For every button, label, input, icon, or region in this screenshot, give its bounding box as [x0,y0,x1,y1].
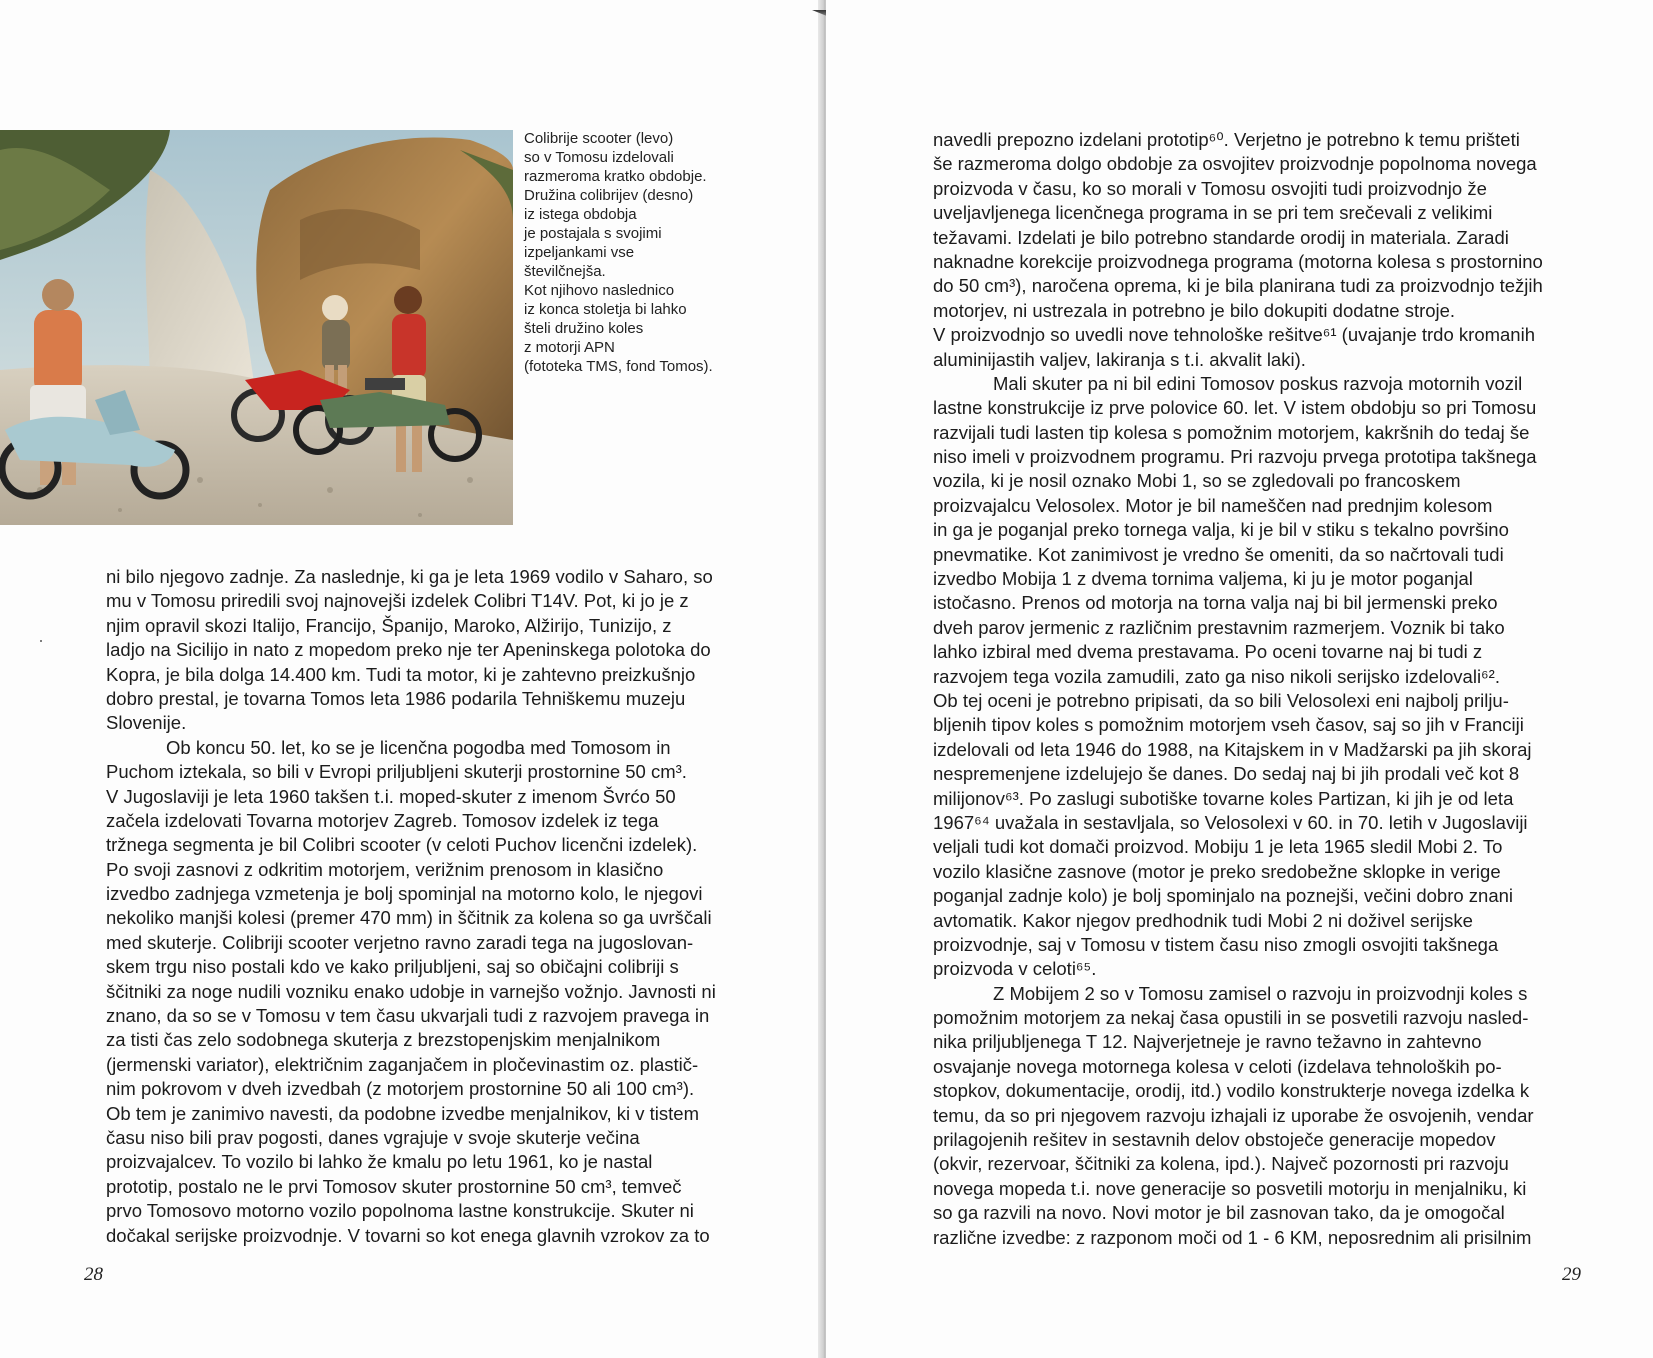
text-line: Ob tem je zanimivo navesti, da podobne izvedbe menjalnikov, ki v tistem [106,1102,699,1124]
caption-line: izpeljankami vse [524,244,635,261]
caption-line: Colibrije scooter (levo) [524,130,674,147]
text-line: proizvajalcu Velosolex. Motor je bil nameščen nad prednjim kolesom [933,494,1493,516]
text-line: niso imeli v proizvodnem programu. Pri razvoju prvega prototipa takšnega [933,446,1537,468]
text-line: njim opravil skozi Italijo, Francijo, Španijo, Maroko, Alžirijo, Tunizijo, z [106,614,672,636]
caption-line: številčnejša. [524,263,606,280]
text-line: izdelovali od leta 1946 do 1988, na Kitajskem in v Madžarski pa jih skoraj [933,738,1532,760]
text-line: navedli prepozno izdelani prototip⁶⁰. Verjetno je potrebno k temu prišteti [933,129,1520,150]
text-line: Ob koncu 50. let, ko se je licenčna pogodba med Tomosom in [166,736,671,758]
text-line: veljali tudi kot domači proizvod. Mobiju 1 je leta 1965 sledil Mobi 2. To [933,836,1503,858]
text-line: začela izdelovati Tovarna motorjev Zagreb. Tomosov izdelek iz tega [106,809,659,831]
text-line: pomožnim motorjem za nekaj časa opustili in se posvetili razvoju nasled- [933,1007,1529,1029]
text-line: in ga je poganjal preko tornega valja, ki je bil v stiku s tekalno površino [933,519,1509,541]
right-page [826,0,1653,1358]
text-line: prilagojenih rešitev in sestavnih delov obstoječe generacije mopedov [933,1129,1496,1151]
text-line: (okvir, rezervoar, ščitniki za kolena, ipd.). Največ pozornosti pri razvoju [933,1153,1509,1175]
text-line: proizvajalcev. To vozilo bi lahko že kmalu po letu 1961, ko je nastal [106,1151,653,1173]
caption-line: šteli družino koles [524,320,644,337]
text-line: stopkov, dokumentacije, orodij, itd.) vodilo konstrukterje novega izdelka k [933,1080,1530,1102]
text-line: razvojem tega vozila zamudili, zato ga niso nikoli serijsko izdelovali⁶². [933,665,1500,687]
text-line: vozilo klasične zasnove (motor je preko sredobežne sklopke in verige [933,860,1501,882]
caption-line: (fototeka TMS, fond Tomos). [524,358,713,375]
text-line: V proizvodnjo so uvedli nove tehnološke rešitve⁶¹ (uvajanje trdo kromanih [933,324,1535,346]
photo-illustration [0,130,513,525]
text-line: ni bilo njegovo zadnje. Za naslednje, ki ga je leta 1969 vodilo v Saharo, so [106,566,713,587]
text-line: lahko izbiral med dvema prestavama. Po oceni tovarne naj bi tudi z [933,641,1483,663]
caption-line: Družina colibrijev (desno) [524,187,694,204]
text-line: do 50 cm³), naročena oprema, ki je bila planirana tudi za proizvodnjo težjih [933,275,1543,297]
photo-caption [524,129,749,376]
text-line: proizvodnje, saj v Tomosu v tistem času niso zmogli osvojiti takšnega [933,933,1499,955]
text-line: ščitniki za noge nudili vozniku enako udobje in varnejšo vožnjo. Javnosti ni [106,980,716,1002]
right-body-text [933,128,1573,1250]
text-line: temu, da so pri njegovem razvoju izhajali iz uporabe že osvojenih, vendar [933,1104,1534,1126]
text-line: motorjev, ni ustrezala in potrebno je bilo dokupiti dodatne stroje. [933,299,1456,321]
text-line: avtomatik. Kakor njegov predhodnik tudi Mobi 2 ni doživel serijske [933,909,1473,931]
text-line: izvedbo Mobija 1 z dvema tornima valjema, ki ju je motor poganjal [933,568,1473,590]
text-line: lastne konstrukcije iz prve polovice 60. let. V istem obdobju so pri Tomosu [933,397,1537,419]
text-line: so ga razvili na novo. Novi motor je bil zasnovan tako, da je omogočal [933,1202,1505,1224]
text-line: Kopra, je bila dolga 14.400 km. Tudi ta motor, ki je zahtevno preizkušnjo [106,663,696,685]
text-line: Ob tej oceni je potrebno pripisati, da so bili Velosolexi eni najbolj prilju- [933,689,1509,711]
left-page [0,0,820,1358]
text-line: dobro prestal, je tovarna Tomos leta 1986 podarila Tehniškemu muzeju [106,687,686,709]
text-line: težavami. Izdelati je bilo potrebno standarde orodij in materiala. Zaradi [933,226,1509,248]
text-line: prototip, postalo ne le prvi Tomosov skuter prostornine 50 cm³, temveč [106,1175,682,1197]
text-line: nika priljubljenega T 12. Najverjetneje je ravno težavno in zahtevno [933,1031,1482,1053]
text-line: ladjo na Sicilijo in nato z mopedom preko nje ter Apeninskega polotoka do [106,639,711,661]
text-line: V Jugoslaviji je leta 1960 takšen t.i. moped-skuter z imenom Švrćo 50 [106,785,676,807]
text-line: tržnega segmenta je bil Colibri scooter (v celoti Puchov licenčni izdelek). [106,834,698,856]
text-line: Z Mobijem 2 so v Tomosu zamisel o razvoju in proizvodnji koles s [993,982,1528,1004]
caption-line: so v Tomosu izdelovali [524,149,674,166]
text-line: poganjal zadnje kolo) je bolj spominjalo na poznejši, večini dobro znani [933,885,1514,907]
text-line: skem trgu niso postali kdo ve kako priljubljeni, saj so običajni colibriji s [106,956,679,978]
left-body-text [106,565,756,1248]
text-line: Puchom iztekala, so bili v Evropi priljubljeni skuterji prostornine 50 cm³. [106,761,687,783]
text-line: novega mopeda t.i. nove generacije so posvetili motorju in menjalniku, ki [933,1177,1527,1199]
caption-line: razmeroma kratko obdobje. [524,168,707,185]
caption-line: iz konca stoletja bi lahko [524,301,687,318]
text-line: Mali skuter pa ni bil edini Tomosov poskus razvoja motornih vozil [993,372,1523,394]
text-line: mu v Tomosu priredili svoj najnovejši izdelek Colibri T14V. Pot, ki jo je z [106,590,689,612]
caption-line: Kot njihovo naslednico [524,282,675,299]
page-number-left: 28 [84,1264,103,1285]
text-line: milijonov⁶³. Po zaslugi subotiške tovarne koles Partizan, ki jih je od leta [933,787,1514,809]
scooter-photo [0,130,513,525]
text-line: znano, da so se v Tomosu v tem času ukvarjali tudi z razvojem pravega in [106,1005,710,1027]
text-line: Po svoji zasnovi z odkritim motorjem, verižnim prenosom in klasično [106,858,664,880]
text-line: dveh parov jermenic z različnim prestavnim razmerjem. Voznik bi tako [933,616,1505,638]
text-line: med skuterje. Colibriji scooter verjetno ravno zaradi tega na jugoslovan- [106,931,694,953]
text-line: nim pokrovom v dveh izvedbah (z motorjem prostornine 50 ali 100 cm³). [106,1078,695,1100]
text-line: vozila, ki je nosil oznako Mobi 1, so se zgledovali po francoskem [933,470,1461,492]
caption-line: z motorji APN [524,339,615,356]
text-line: osvajanje novega motornega kolesa v celoti (izdelava tehnoloških po- [933,1055,1502,1077]
text-line: proizvoda v celoti⁶⁵. [933,958,1097,980]
text-line: 1967⁶⁴ uvažala in sestavljala, so Velosolexi v 60. in 70. letih v Jugoslaviji [933,811,1528,833]
text-line: uveljavljenega licenčnega programa in se pri tem srečevali z velikimi [933,202,1493,224]
text-line: pnevmatike. Kot zanimivost je vredno še omeniti, da so načrtovali tudi [933,543,1504,565]
text-line: času niso bili prav pogosti, danes vgrajuje v svoje skuterje večina [106,1126,640,1148]
text-line: za tisti čas zelo sodobnega skuterja z brezstopenjskim menjalnikom [106,1029,661,1051]
text-line: bljenih tipov koles s pomožnim motorjem vseh časov, saj so jih v Franciji [933,714,1524,736]
text-line: Slovenije. [106,712,187,734]
page-number-right: 29 [1562,1264,1581,1285]
text-line: (jermenski variator), električnim zaganjačem in pločevinastim oz. plastič- [106,1053,699,1075]
text-line: še razmeroma dolgo obdobje za osvojitev proizvodnje popolnoma novega [933,153,1537,175]
text-line: aluminijastih valjev, lakiranja s t.i. akvalit laki). [933,348,1306,370]
text-line: izvedbo zadnjega vzmetenja je bolj spominjal na motorno kolo, le njegovi [106,883,703,905]
text-line: dočakal serijske proizvodnje. V tovarni so kot enega glavnih vzrokov za to [106,1224,710,1246]
caption-line: je postajala s svojimi [524,225,662,242]
text-line: prvo Tomosovo motorno vozilo popolnoma lastne konstrukcije. Skuter ni [106,1200,694,1222]
text-line: nespremenjene izdelujejo še danes. Do sedaj naj bi jih prodali več kot 8 [933,763,1520,785]
text-line: različne izvedbe: z razponom moči od 1 - 6 KM, neposrednim ali prisilnim [933,1226,1532,1248]
text-line: istočasno. Prenos od motorja na torna valja naj bi bil jermenski preko [933,592,1498,614]
text-line: naknadne korekcije proizvodnega programa (motorna kolesa s prostornino [933,250,1543,272]
text-line: nekoliko manjši kolesi (premer 470 mm) in ščitnik za kolena so ga uvrščali [106,907,712,929]
text-line: proizvoda v času, ko so morali v Tomosu osvojiti tudi proizvodnjo že [933,177,1487,199]
paper-speck [40,640,42,642]
caption-line: iz istega obdobja [524,206,637,223]
text-line: razvijali tudi lasten tip kolesa s pomožnim motorjem, kakršnih do tedaj še [933,421,1530,443]
